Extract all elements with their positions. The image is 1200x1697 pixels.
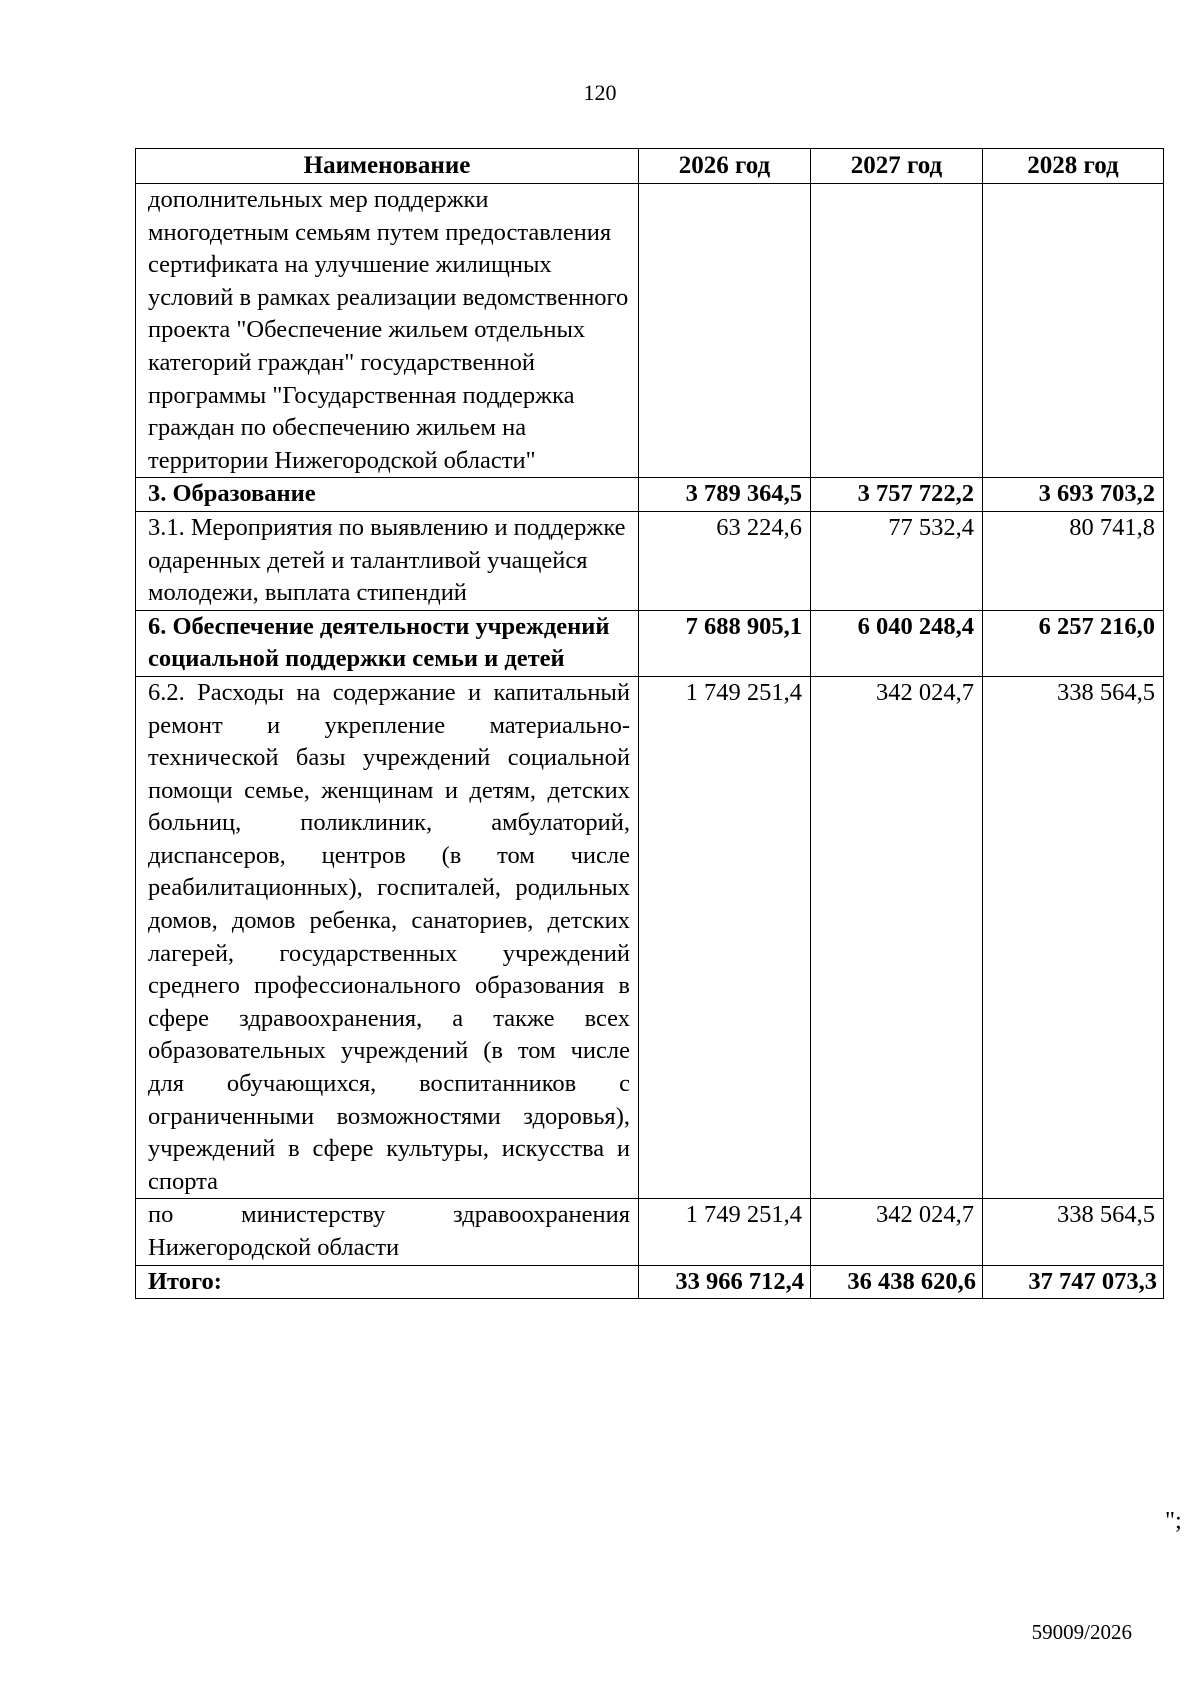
row-name: дополнительных мер поддержки многодетным семьям путем предоставления сертификата на улучшение жилищных условий в рамках реализации ведомственного проекта "Обеспечение жильем отдельных категорий граждан" государственной программы "Государственная поддержка граждан по обеспечению жильем на территории Нижегородской области": [136, 184, 639, 478]
row-value-2028: 6 257 216,0: [983, 610, 1164, 676]
row-value-2026: [639, 184, 811, 478]
table-row-section: [136, 478, 1164, 512]
row-value-2026: 7 688 905,1: [639, 610, 811, 676]
table-row: [136, 1199, 1164, 1265]
table-row: [136, 676, 1164, 1199]
row-name: 6. Обеспечение деятельности учреждений социальной поддержки семьи и детей: [136, 610, 639, 676]
row-value-2028: 338 564,5: [983, 1199, 1164, 1265]
row-value-2026: 63 224,6: [639, 511, 811, 610]
row-value-2027: 3 757 722,2: [811, 478, 983, 512]
row-value-2028: [983, 184, 1164, 478]
header-2027: 2027 год: [811, 149, 983, 184]
row-name: Итого:: [136, 1265, 639, 1299]
row-value-2026: 3 789 364,5: [639, 478, 811, 512]
row-value-2027: 6 040 248,4: [811, 610, 983, 676]
row-name: 3. Образование: [136, 478, 639, 512]
row-value-2026: 1 749 251,4: [639, 676, 811, 1199]
table-row-total: [136, 1265, 1164, 1299]
row-value-2027: 77 532,4: [811, 511, 983, 610]
row-value-2028: 37 747 073,3: [983, 1265, 1164, 1299]
row-value-2026: 1 749 251,4: [639, 1199, 811, 1265]
header-name: Наименование: [136, 149, 639, 184]
row-name: по министерству здравоохранения Нижегородской области: [136, 1199, 639, 1265]
closing-quote-mark: ";: [1165, 1507, 1182, 1534]
row-value-2026: 33 966 712,4: [639, 1265, 811, 1299]
row-value-2028: 3 693 703,2: [983, 478, 1164, 512]
document-number: 59009/2026: [1031, 1620, 1132, 1644]
page-number: 120: [583, 80, 617, 105]
row-value-2027: [811, 184, 983, 478]
row-name: 6.2. Расходы на содержание и капитальный ремонт и укрепление материально-технической базы учреждений социальной помощи семье, женщинам и детям, детских больниц, поликлиник, амбулаторий, диспансеров, центров (в том числе реабилитационных), госпиталей, родильных домов, домов ребенка, санаториев, детских лагерей, государственных учреждений среднего профессионального образования в сфере здравоохранения, а также всех образовательных учреждений (в том числе для обучающихся, воспитанников с ограниченными возможностями здоровья), учреждений в сфере культуры, искусства и спорта: [136, 676, 639, 1199]
row-value-2027: 36 438 620,6: [811, 1265, 983, 1299]
header-2028: 2028 год: [983, 149, 1164, 184]
row-value-2027: 342 024,7: [811, 1199, 983, 1265]
budget-table: [135, 148, 1164, 1299]
table-header-row: [136, 149, 1164, 184]
table-row: [136, 511, 1164, 610]
table-row-section: [136, 610, 1164, 676]
row-value-2028: 80 741,8: [983, 511, 1164, 610]
row-name: 3.1. Мероприятия по выявлению и поддержке одаренных детей и талантливой учащейся молодежи, выплата стипендий: [136, 511, 639, 610]
row-value-2027: 342 024,7: [811, 676, 983, 1199]
header-2026: 2026 год: [639, 149, 811, 184]
table-row: [136, 184, 1164, 478]
row-value-2028: 338 564,5: [983, 676, 1164, 1199]
